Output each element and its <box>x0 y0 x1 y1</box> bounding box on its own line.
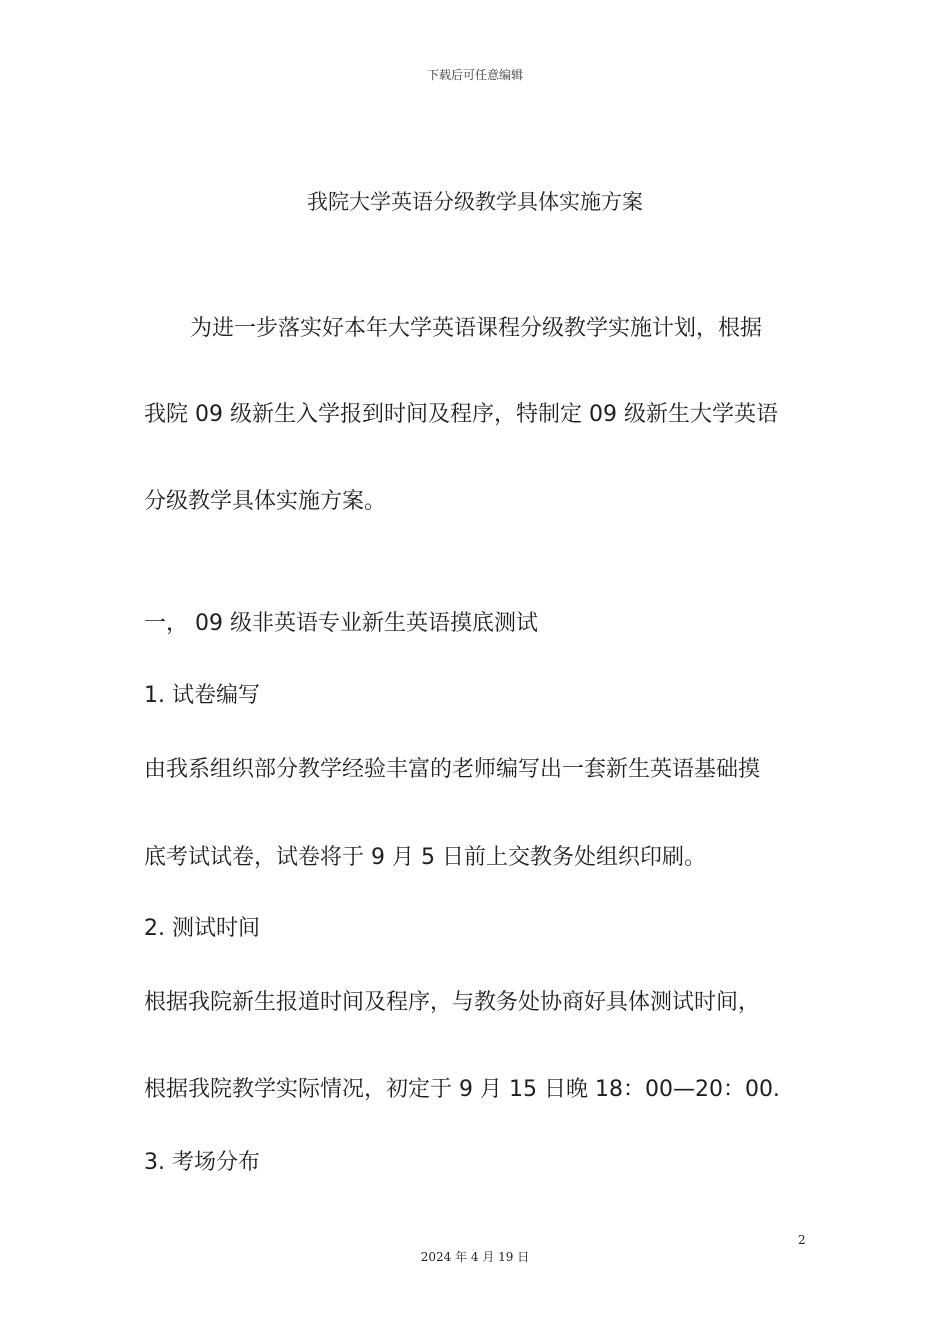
page-number: 2 <box>798 1233 806 1247</box>
item-2-body-line-2: 根据我院教学实际情况，初定于 9 月 15 日晚 18：00—20：00. <box>144 1077 780 1102</box>
item-1-body-line-1: 由我系组织部分教学经验丰富的老师编写出一套新生英语基础摸 <box>144 757 761 782</box>
footer-date: 2024 年 4 月 19 日 <box>420 1250 530 1264</box>
section-1-heading: 一， 09 级非英语专业新生英语摸底测试 <box>144 611 538 636</box>
item-3-heading: 3. 考场分布 <box>144 1150 260 1175</box>
intro-line-2: 我院 09 级新生入学报到时间及程序，特制定 09 级新生大学英语 <box>144 402 778 427</box>
intro-line-3: 分级教学具体实施方案。 <box>144 489 387 514</box>
intro-line-1: 为进一步落实好本年大学英语课程分级教学实施计划，根据 <box>190 316 763 341</box>
item-2-heading: 2. 测试时间 <box>144 916 260 941</box>
item-1-body-line-2: 底考试试卷，试卷将于 9 月 5 日前上交教务处组织印刷。 <box>144 845 706 870</box>
header-note: 下载后可任意编辑 <box>426 68 523 82</box>
item-1-heading: 1. 试卷编写 <box>144 683 260 708</box>
document-title: 我院大学英语分级教学具体实施方案 <box>307 190 643 214</box>
item-2-body-line-1: 根据我院新生报道时间及程序，与教务处协商好具体测试时间， <box>144 990 761 1015</box>
